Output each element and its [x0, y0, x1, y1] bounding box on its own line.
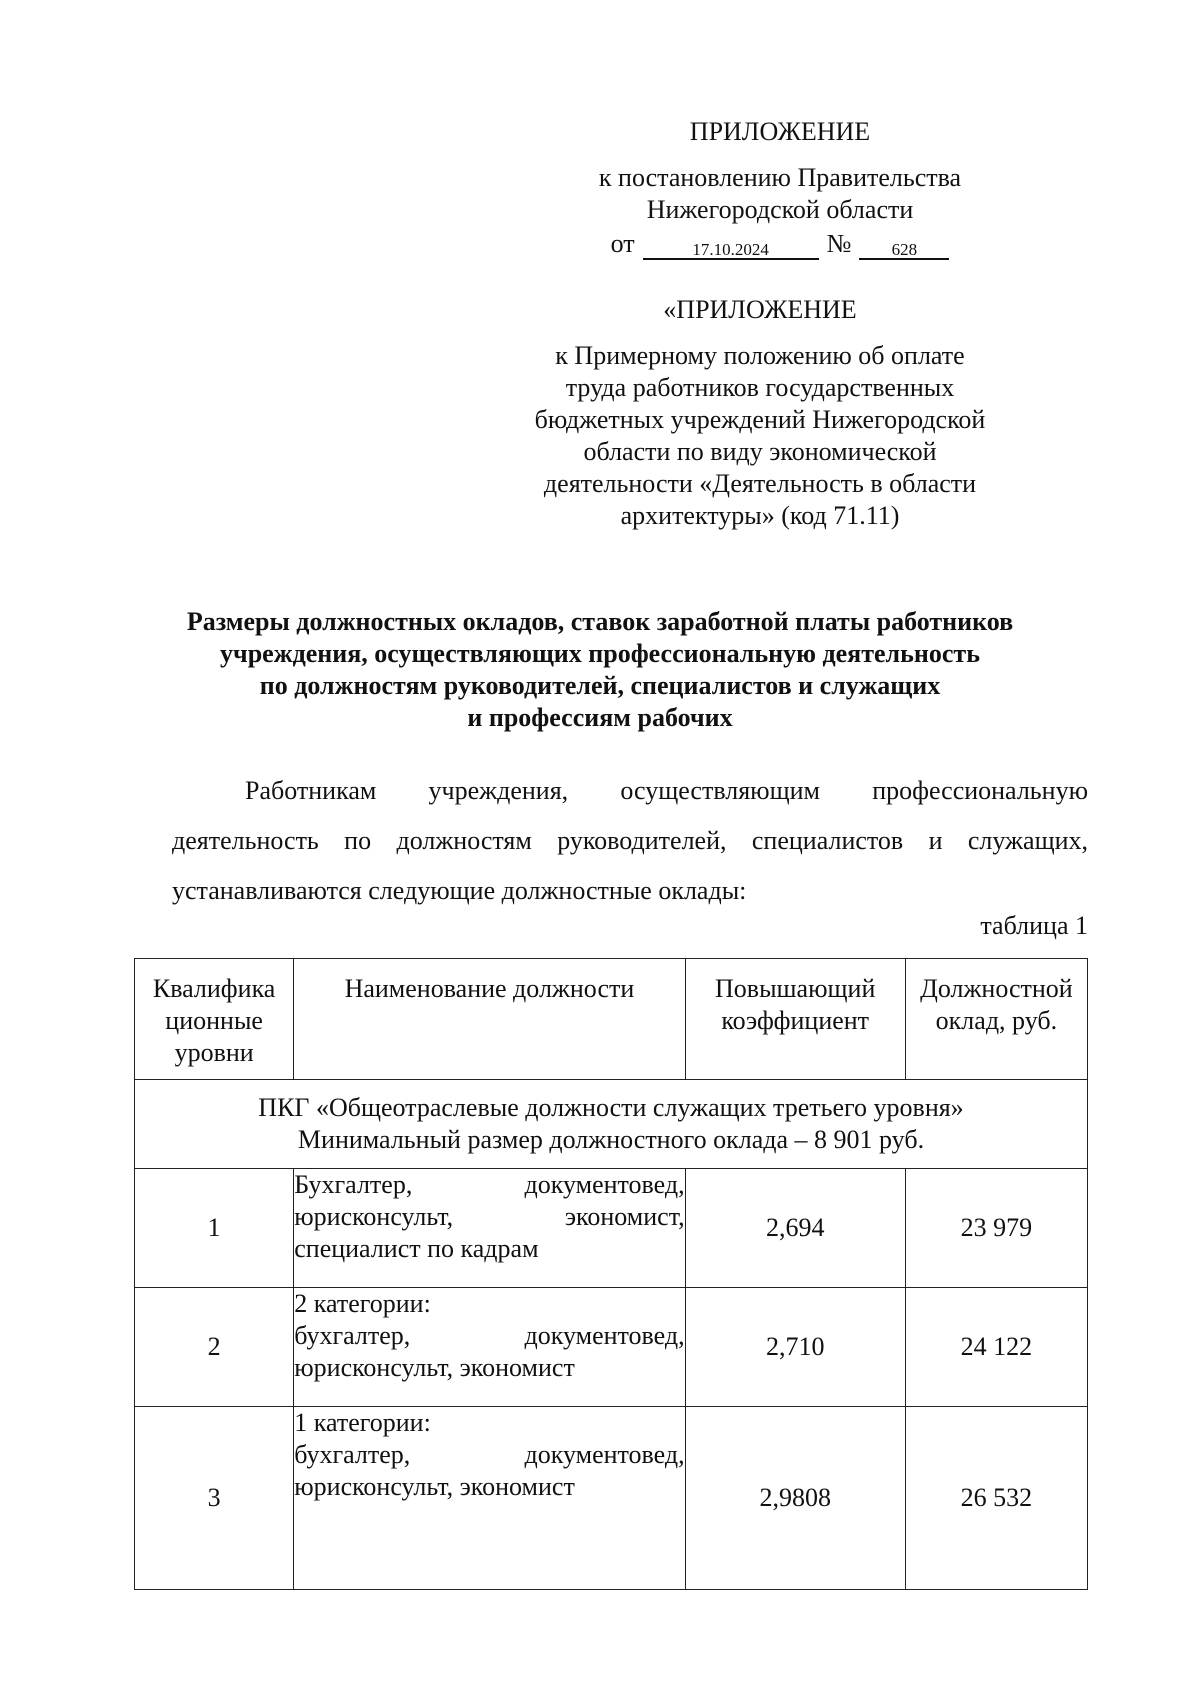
appendix-block: [520, 116, 1040, 260]
position-line: юрисконсульт, экономист: [294, 1353, 575, 1382]
inner-appendix-line: к Примерному положению об оплате: [555, 341, 965, 370]
heading-line: Размеры должностных окладов, ставок заработной платы работников: [186, 607, 1014, 636]
table-caption: таблица 1: [980, 911, 1088, 940]
heading-line: учреждения, осуществляющих профессиональную деятельность: [220, 639, 980, 668]
position-category: 1 категории:: [294, 1408, 431, 1437]
row-position-name: [294, 1169, 685, 1288]
row-position-name: [294, 1407, 685, 1590]
date-value: 17.10.2024: [692, 240, 769, 259]
document-heading: [120, 606, 1080, 734]
table-header-row: [135, 959, 1088, 1080]
table-row: [135, 1407, 1088, 1590]
group-title: ПКГ «Общеотраслевые должности служащих третьего уровня»: [258, 1093, 964, 1122]
row-coefficient: 2,710: [685, 1288, 905, 1407]
from-label: от: [610, 229, 635, 258]
salary-table: [134, 958, 1088, 1590]
appendix-line-1: к постановлению Правительства: [598, 163, 962, 192]
group-cell: [135, 1080, 1088, 1169]
header-salary-line: Должностной: [920, 974, 1073, 1003]
header-level: [135, 959, 294, 1080]
position-line: бухгалтер, документовед,: [294, 1440, 685, 1469]
row-coefficient: 2,9808: [685, 1407, 905, 1590]
header-salary: [905, 959, 1087, 1080]
inner-appendix-line: области по виду экономической: [583, 437, 937, 466]
position-line: юрисконсульт, экономист,: [294, 1202, 685, 1231]
intro-line-3: устанавливаются следующие должностные оклады:: [172, 876, 747, 905]
number-field: [859, 232, 949, 260]
header-level-line: уровни: [174, 1038, 254, 1067]
header-level-line: Квалифика: [152, 974, 276, 1003]
number-label: №: [826, 229, 852, 258]
position-line: Бухгалтер, документовед,: [294, 1170, 685, 1199]
inner-appendix-line: бюджетных учреждений Нижегородской: [534, 405, 986, 434]
inner-appendix-line: архитектуры» (код 71.11): [620, 501, 900, 530]
position-category: 2 категории:: [294, 1289, 431, 1318]
row-salary: 26 532: [905, 1407, 1087, 1590]
inner-appendix-line: деятельности «Деятельность в области: [543, 469, 977, 498]
appendix-title: ПРИЛОЖЕНИЕ: [689, 117, 871, 146]
date-number-line: [611, 228, 950, 260]
header-position-text: Наименование должности: [344, 974, 635, 1003]
heading-line: по должностям руководителей, специалистов и служащих: [259, 671, 941, 700]
table-row: [135, 1288, 1088, 1407]
header-position: [294, 959, 685, 1080]
date-field: [643, 232, 819, 260]
header-coefficient-line: коэффициент: [721, 1006, 870, 1035]
intro-paragraph: [172, 766, 1088, 916]
group-row: [135, 1080, 1088, 1169]
inner-appendix-line: труда работников государственных: [565, 373, 955, 402]
intro-line-2: деятельность по должностям руководителей, специалистов и служащих,: [172, 826, 1088, 855]
intro-line-1: Работникам учреждения, осуществляющим профессиональную: [245, 776, 1088, 805]
row-coefficient: 2,694: [685, 1169, 905, 1288]
position-line: специалист по кадрам: [294, 1234, 539, 1263]
row-salary: 23 979: [905, 1169, 1087, 1288]
header-salary-line: оклад, руб.: [935, 1006, 1058, 1035]
header-coefficient: [685, 959, 905, 1080]
position-line: юрисконсульт, экономист: [294, 1472, 575, 1501]
row-salary: 24 122: [905, 1288, 1087, 1407]
row-level: 1: [135, 1169, 294, 1288]
inner-appendix-title: «ПРИЛОЖЕНИЕ: [663, 295, 857, 324]
group-min-salary: Минимальный размер должностного оклада – 8 901 руб.: [297, 1125, 925, 1154]
appendix-line-2: Нижегородской области: [646, 195, 914, 224]
header-coefficient-line: Повышающий: [715, 974, 876, 1003]
number-value: 628: [891, 240, 918, 259]
table-row: [135, 1169, 1088, 1288]
row-level: 3: [135, 1407, 294, 1590]
row-position-name: [294, 1288, 685, 1407]
inner-appendix-block: [480, 294, 1040, 532]
header-level-line: ционные: [165, 1006, 263, 1035]
row-level: 2: [135, 1288, 294, 1407]
heading-line: и профессиям рабочих: [467, 703, 733, 732]
position-line: бухгалтер, документовед,: [294, 1321, 685, 1350]
